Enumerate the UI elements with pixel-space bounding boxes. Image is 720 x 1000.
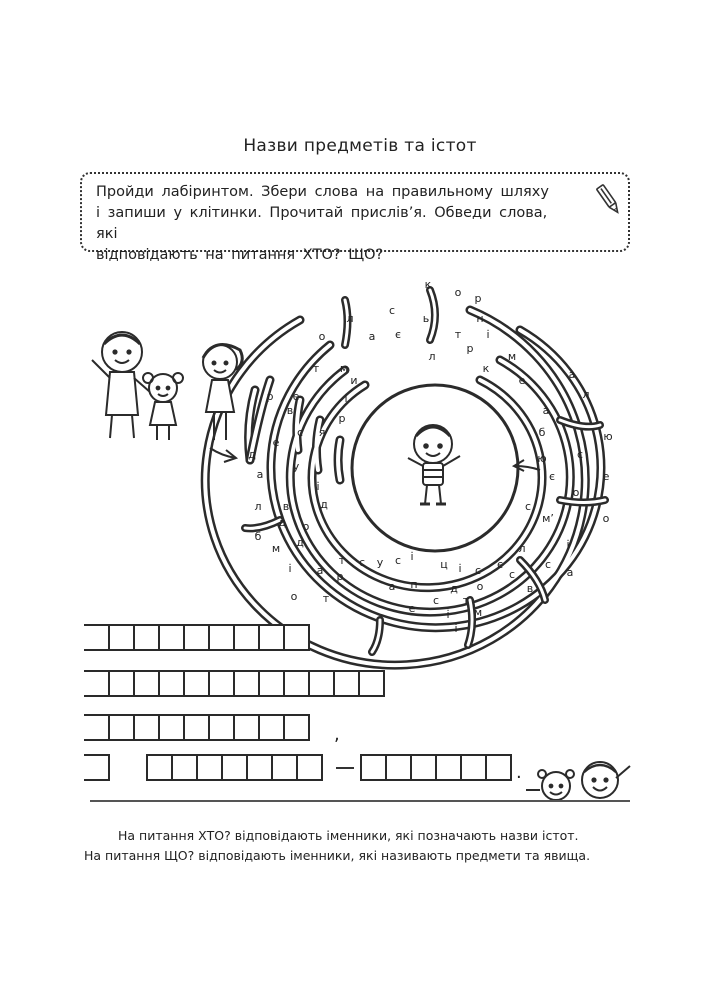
- answer-cell[interactable]: [258, 670, 285, 697]
- maze-letter: є: [548, 470, 556, 483]
- kids-illustration: [526, 762, 630, 800]
- maze-letter: а: [542, 404, 550, 417]
- answer-cell[interactable]: [108, 714, 135, 741]
- answer-cell[interactable]: [84, 670, 110, 697]
- answer-cell[interactable]: [410, 754, 437, 781]
- maze-letter: л: [518, 542, 526, 555]
- maze-letter: с: [474, 564, 482, 577]
- answer-cell[interactable]: [333, 670, 360, 697]
- maze-letter: і: [446, 608, 450, 621]
- maze-letter: с: [432, 594, 440, 607]
- maze-letter: е: [408, 602, 416, 615]
- maze-letter: д: [320, 498, 328, 511]
- maze-letter: и: [350, 374, 358, 387]
- maze-letter: і: [316, 480, 320, 493]
- maze-letter: і: [288, 562, 292, 575]
- maze-letter: о: [602, 512, 610, 525]
- page-title: Назви предметів та істот: [243, 136, 477, 156]
- maze-letter: р: [466, 342, 474, 355]
- maze-letter: р: [266, 390, 274, 403]
- maze-letter: о: [290, 590, 298, 603]
- maze-letter: т: [322, 592, 330, 605]
- answer-cell[interactable]: [158, 624, 185, 651]
- maze-letter: р: [338, 412, 346, 425]
- task-line-1: Пройди лабіринтом. Збери слова на правильному шляху: [96, 184, 549, 200]
- answer-cell[interactable]: [208, 714, 235, 741]
- answer-cell[interactable]: [133, 624, 160, 651]
- answer-cell[interactable]: [460, 754, 487, 781]
- maze-letter: л: [582, 388, 590, 401]
- family-illustration: [92, 332, 242, 440]
- answer-cell[interactable]: [435, 754, 462, 781]
- answer-cell[interactable]: [208, 624, 235, 651]
- answer-cell[interactable]: [84, 714, 110, 741]
- maze-letter: д: [450, 582, 458, 595]
- answer-cell[interactable]: [221, 754, 248, 781]
- answer-cell[interactable]: [233, 714, 260, 741]
- answer-cell[interactable]: [233, 670, 260, 697]
- maze-letter: р: [336, 570, 344, 583]
- maze-letter: м’: [542, 512, 554, 525]
- maze-letter: і: [458, 562, 462, 575]
- answer-cell[interactable]: [183, 714, 210, 741]
- answer-cell[interactable]: [296, 754, 323, 781]
- maze-letter: н: [476, 312, 484, 325]
- maze-letter: д: [248, 448, 256, 461]
- maze-letter: е: [602, 470, 610, 483]
- answer-cell[interactable]: [308, 670, 335, 697]
- rule-line-1: На питання ХТО? відповідають іменники, які позначають назви істот.: [118, 828, 579, 843]
- answer-cell[interactable]: [385, 754, 412, 781]
- answer-cell[interactable]: [171, 754, 198, 781]
- maze-letter: е: [292, 390, 300, 403]
- maze-letter: к: [424, 278, 432, 291]
- maze-letter: о: [454, 286, 462, 299]
- maze-letter: с: [576, 448, 584, 461]
- maze-letter: м: [507, 350, 517, 363]
- maze-letter: т: [312, 362, 320, 375]
- maze-letter: ю: [603, 430, 613, 443]
- maze-letter: с: [358, 556, 366, 569]
- maze-letter: я: [318, 426, 326, 439]
- answer-cell[interactable]: [146, 754, 173, 781]
- period-mark: .: [516, 762, 522, 783]
- maze-letter: е: [272, 436, 280, 449]
- answer-row-4b: [146, 754, 321, 781]
- maze-letter: м: [339, 362, 349, 375]
- maze-letter: п: [410, 578, 418, 591]
- answer-cell[interactable]: [108, 670, 135, 697]
- answer-cell[interactable]: [246, 754, 273, 781]
- maze-letter: а: [256, 468, 264, 481]
- task-line-3: відповідають на питання ХТО? ЩО?: [96, 247, 384, 263]
- maze-letter: с: [296, 426, 304, 439]
- maze-letter: е: [518, 374, 526, 387]
- divider-line: [90, 800, 630, 802]
- maze-letter: с: [524, 500, 532, 513]
- maze-letter: л: [254, 500, 262, 513]
- maze-letter: б: [538, 426, 546, 439]
- answer-cell[interactable]: [183, 624, 210, 651]
- maze-letter: ю: [537, 452, 547, 465]
- answer-cell[interactable]: [108, 624, 135, 651]
- maze-letter: с: [394, 554, 402, 567]
- maze-letter: о: [302, 520, 310, 533]
- maze-letter: о: [572, 486, 580, 499]
- answer-cell[interactable]: [84, 754, 110, 781]
- answer-cell[interactable]: [271, 754, 298, 781]
- maze-letter: м: [473, 606, 483, 619]
- maze-letter: т: [454, 328, 462, 341]
- maze-letter: у: [292, 460, 300, 473]
- answer-cell[interactable]: [84, 624, 110, 651]
- answer-row-2: [84, 670, 383, 697]
- grammar-rule: [84, 826, 644, 866]
- maze-letter: р: [474, 292, 482, 305]
- maze-letter: і: [410, 550, 414, 563]
- answer-row-4c: [360, 754, 510, 781]
- maze-letter: є: [496, 558, 504, 571]
- answer-cell[interactable]: [283, 670, 310, 697]
- answer-cell[interactable]: [133, 714, 160, 741]
- answer-cell[interactable]: [258, 624, 285, 651]
- answer-cell[interactable]: [233, 624, 260, 651]
- maze-letter: і: [454, 622, 458, 635]
- maze-letter: є: [394, 328, 402, 341]
- maze-letter: с: [508, 568, 516, 581]
- maze-letter: т: [462, 594, 470, 607]
- maze-letter: л: [428, 350, 436, 363]
- rule-line-2: На питання ЩО? відповідають іменники, які називають предмети та явища.: [84, 848, 591, 863]
- maze-letter: а: [566, 566, 574, 579]
- maze-letter: о: [318, 330, 326, 343]
- maze-letter: а: [368, 330, 376, 343]
- maze-letter: д: [296, 536, 304, 549]
- maze-letter: т: [338, 554, 346, 567]
- maze-letter: д: [278, 516, 286, 529]
- maze-letter: о: [476, 580, 484, 593]
- maze-letter: і: [486, 328, 490, 341]
- answer-cell[interactable]: [133, 670, 160, 697]
- comma-mark: ,: [334, 724, 340, 745]
- maze-letter: ь: [422, 312, 430, 325]
- answer-cell[interactable]: [158, 714, 185, 741]
- answer-cell[interactable]: [158, 670, 185, 697]
- maze-letter: і: [344, 392, 348, 405]
- entry-arrow-icon: [210, 448, 236, 462]
- answer-cell[interactable]: [183, 670, 210, 697]
- answer-cell[interactable]: [358, 670, 385, 697]
- maze-letter: в: [282, 500, 290, 513]
- answer-row-3: [84, 714, 308, 741]
- maze-letter: а: [388, 580, 396, 593]
- answer-cell[interactable]: [196, 754, 223, 781]
- answer-cell[interactable]: [258, 714, 285, 741]
- answer-cell[interactable]: [208, 670, 235, 697]
- maze-letter: а: [316, 564, 324, 577]
- answer-cell[interactable]: [283, 714, 310, 741]
- task-line-2: і запиши у клітинки. Прочитай прислів’я. Обведи слова, які: [96, 205, 548, 242]
- maze-letter: л: [346, 312, 354, 325]
- answer-cell[interactable]: [485, 754, 512, 781]
- maze-letter: ц: [440, 558, 448, 571]
- answer-cell[interactable]: [360, 754, 387, 781]
- maze-letter: к: [482, 362, 490, 375]
- maze-letter: с: [544, 558, 552, 571]
- answer-row-4a: [84, 754, 108, 781]
- maze-letter: б: [254, 530, 262, 543]
- maze-letter: і: [566, 538, 570, 551]
- dash-mark: [336, 767, 354, 769]
- answer-row-1: [84, 624, 308, 651]
- maze-letter: с: [388, 304, 396, 317]
- maze-letter: в: [286, 404, 294, 417]
- answer-cell[interactable]: [283, 624, 310, 651]
- maze-letter: м: [271, 542, 281, 555]
- maze-letter: в: [526, 582, 534, 595]
- maze-letter: у: [376, 556, 384, 569]
- maze-letter: а: [568, 368, 576, 381]
